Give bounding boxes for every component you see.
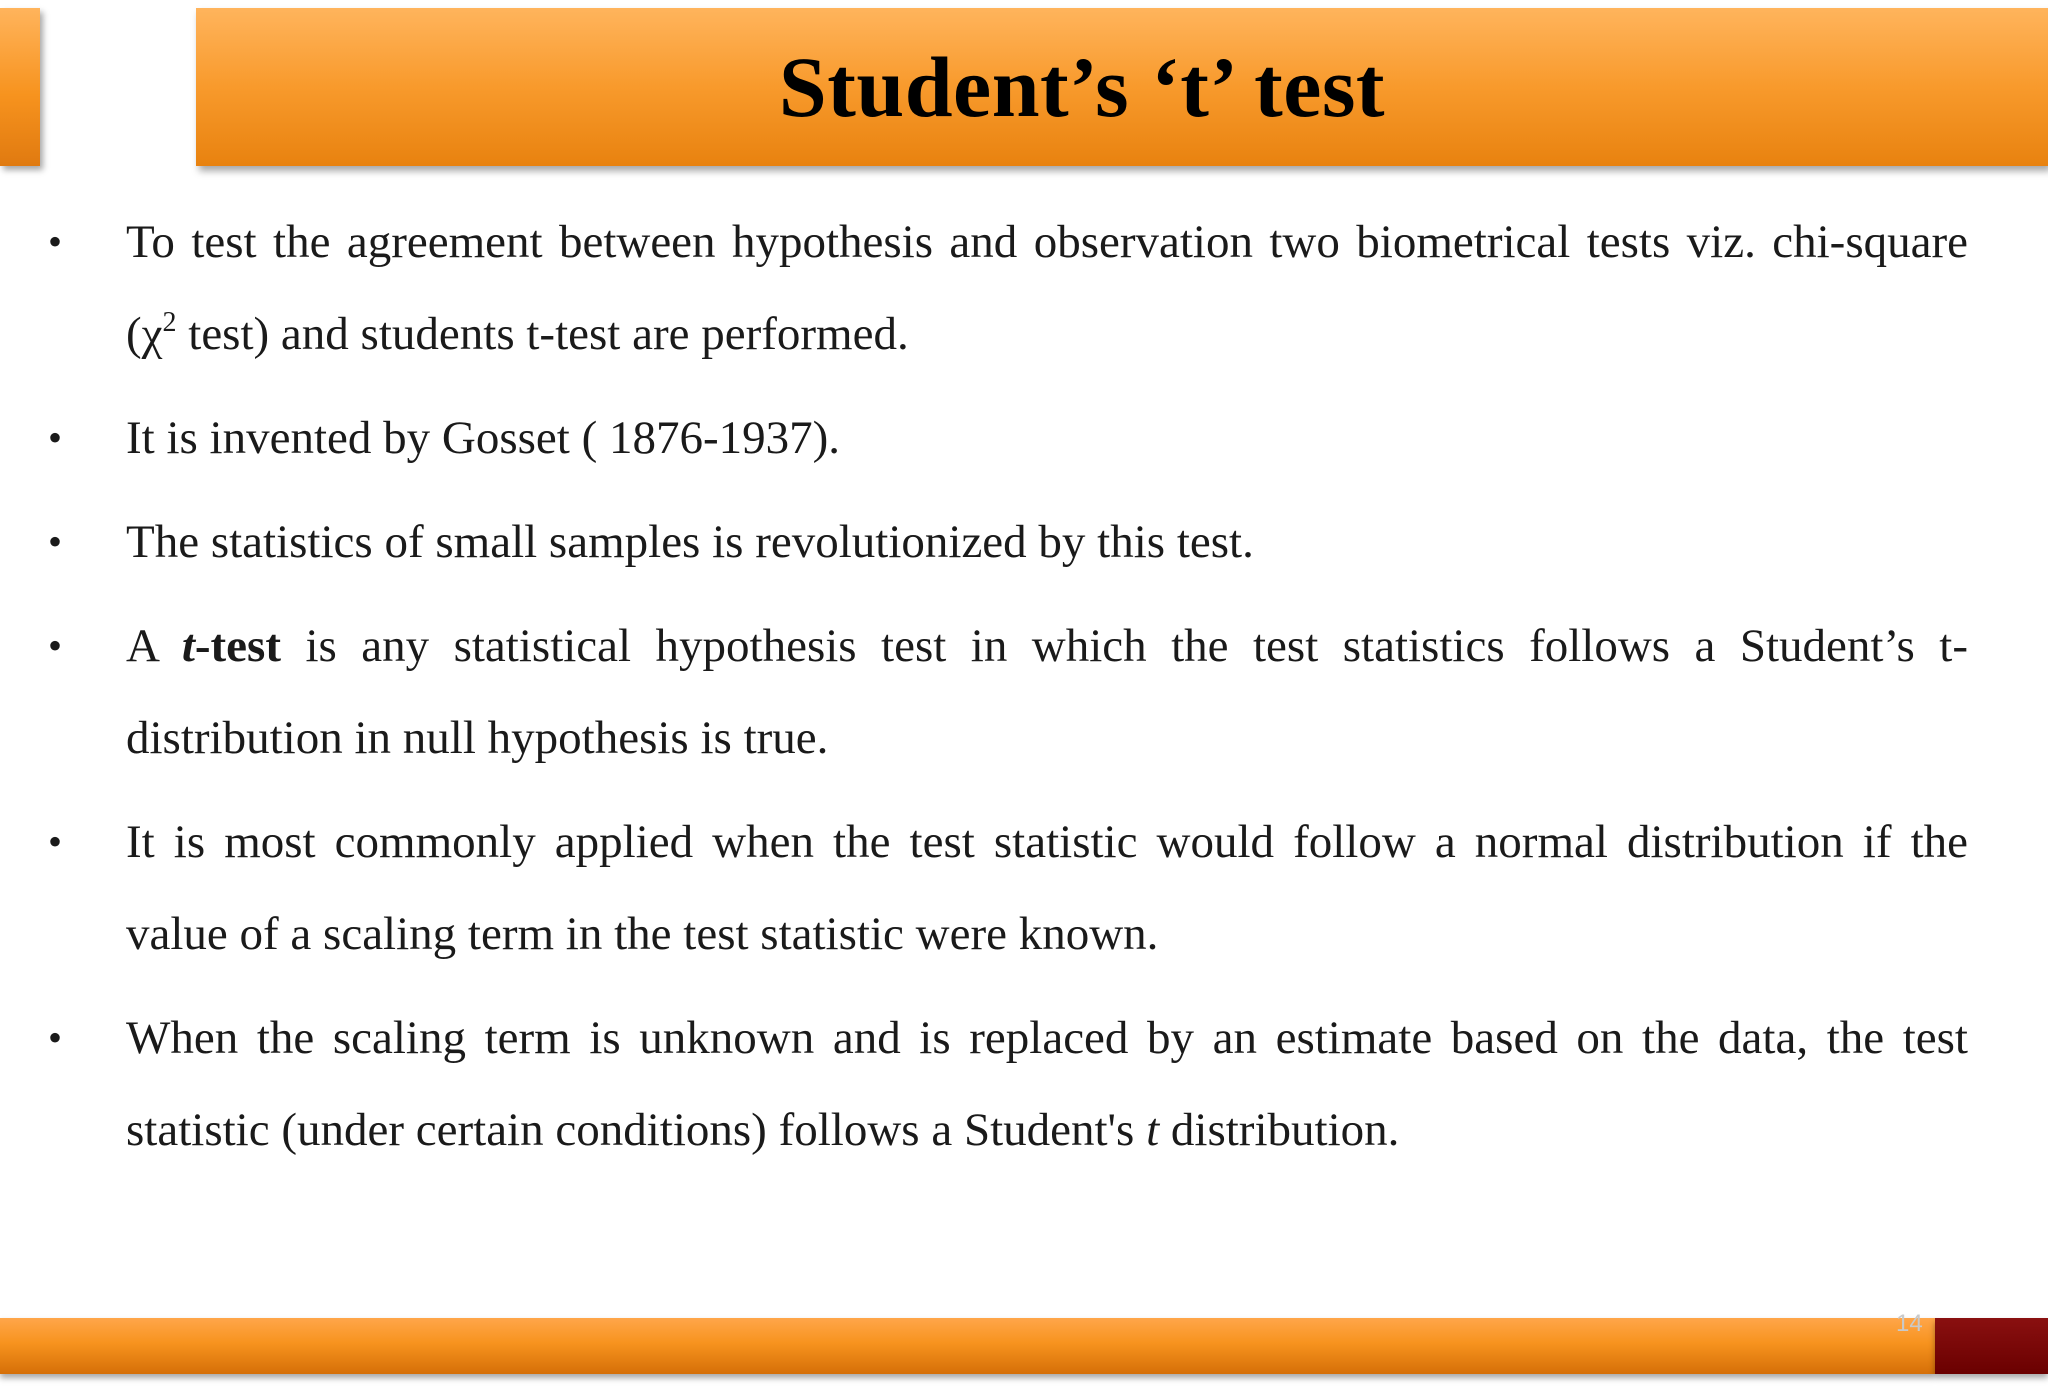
bottom-decor-bar [0,1318,1935,1374]
bullet-text: To test the agreement between hypothesis and observation two biometrical tests viz. chi-square ($\chi^2$ test) and students t-test are performed. [126,216,1968,360]
bullet-dot-icon: • [48,519,63,564]
bullet-text: It is invented by Gosset ( 1876-1937). [126,412,841,464]
bullet-item [48,392,1968,484]
bullet-text: When the scaling term is unknown and is replaced by an estimate based on the data, the test statistic (under certain conditions) follows a Student's t distribution. [126,1012,1968,1156]
page-number: 14 [1896,1310,1923,1337]
italic-t: t [1146,1104,1160,1156]
left-decor-tab [0,8,40,166]
bullet-text: A t-test is any statistical hypothesis test in which the test statistics follows a Student’s t-distribution in null hypothesis is true. [126,620,1968,764]
bullet-text: The statistics of small samples is revolutionized by this test. [126,516,1254,568]
bullet-item [48,600,1968,784]
bullet-dot-icon: • [48,1015,63,1060]
bullet-text: It is most commonly applied when the test statistic would follow a normal distribution if the value of a scaling term in the test statistic were known. [126,816,1968,960]
bullet-item [48,992,1968,1176]
superscript: 2 [162,307,177,338]
bullet-dot-icon: • [48,219,63,264]
emphasis-t: t [181,620,195,672]
bullet-list [48,196,1968,1188]
bullet-item [48,196,1968,380]
bullet-dot-icon: • [48,819,63,864]
bullet-dot-icon: • [48,415,63,460]
bullet-item [48,796,1968,980]
slide-title: Student’s ‘t’ test [778,39,1386,135]
bullet-item [48,496,1968,588]
emphasis-test: -test [194,620,281,672]
bottom-decor-block [1935,1318,2048,1374]
bullet-dot-icon: • [48,623,63,668]
title-bar [196,8,2048,166]
